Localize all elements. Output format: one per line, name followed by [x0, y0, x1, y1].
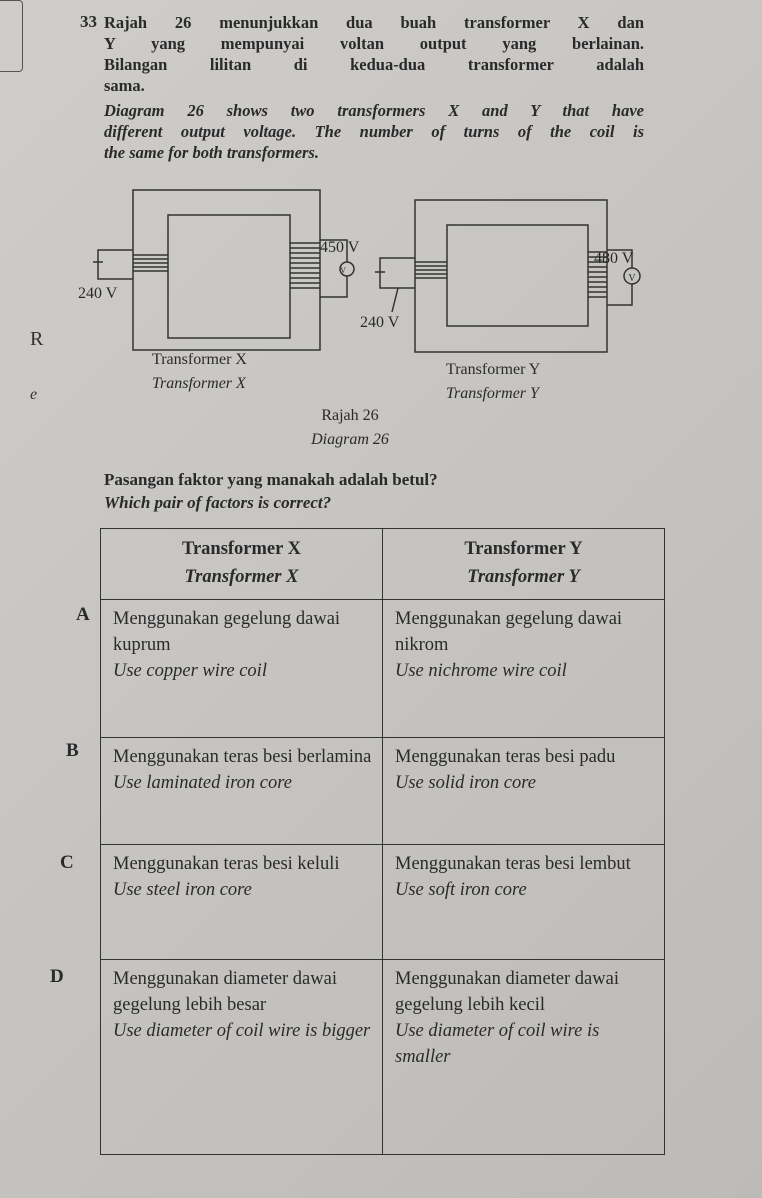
cell: [101, 738, 383, 845]
table-row[interactable]: [101, 845, 665, 960]
answer-table: [100, 528, 665, 1155]
cell-text: Menggunakan teras besi lembut: [395, 854, 631, 874]
cell-text: Menggunakan diameter dawai gegelung lebih kecil: [395, 969, 619, 1015]
cell-text: Menggunakan teras besi keluli: [113, 854, 340, 874]
cell: [101, 960, 383, 1155]
question-prompt: Pasangan faktor yang manakah adalah betul?: [104, 470, 438, 489]
cell: [383, 600, 665, 738]
cell: [101, 600, 383, 738]
text-line: the same for both transformers.: [104, 143, 319, 162]
header-transformer-y: [383, 529, 665, 600]
table-row[interactable]: [101, 960, 665, 1155]
cell: [383, 738, 665, 845]
cell-text: Menggunakan diameter dawai gegelung lebih besar: [113, 969, 337, 1015]
pointer-line: [392, 288, 398, 312]
transformer-y-core-outer: [415, 200, 607, 352]
cell-text-english: Use nichrome wire coil: [395, 661, 567, 681]
option-letter[interactable]: D: [50, 966, 64, 987]
option-letter[interactable]: A: [76, 604, 90, 625]
transformer-y-core-inner: [447, 225, 588, 326]
voltmeter-label: V: [340, 266, 346, 275]
x-output-voltage: 450 V: [320, 239, 360, 256]
transformer-x-core-inner: [168, 215, 290, 338]
header-text: Transformer X: [181, 539, 302, 559]
y-output-voltage: 480 V: [594, 250, 634, 267]
transformer-x-secondary-coil: [290, 243, 320, 288]
margin-mark: R: [30, 328, 44, 350]
table-header-row: [101, 529, 665, 600]
diagram-caption: Rajah 26: [321, 407, 379, 424]
text-line: sama.: [104, 76, 145, 95]
text-line: Diagram 26 shows two transformers X and Y that have: [104, 101, 644, 120]
question-number: 33: [80, 12, 97, 31]
header-text-english: Transformer Y: [467, 567, 580, 587]
cell-text-english: Use diameter of coil wire is smaller: [395, 1021, 600, 1067]
transformer-x-primary-coil: [133, 255, 168, 271]
transformer-y-label: Transformer Y: [446, 361, 541, 378]
text-line: Y yang mempunyai voltan output yang berlainan.: [104, 34, 644, 53]
option-letter[interactable]: C: [60, 852, 74, 873]
transformer-y-primary-coil: [415, 262, 447, 278]
x-input-voltage: 240 V: [78, 285, 118, 302]
cell: [383, 960, 665, 1155]
question-prompt-english: Which pair of factors is correct?: [104, 493, 332, 512]
cell: [383, 845, 665, 960]
text-line: different output voltage. The number of turns of the coil is: [104, 122, 644, 141]
option-letter[interactable]: B: [66, 740, 79, 761]
transformer-diagram: [0, 0, 762, 460]
cell-text: Menggunakan gegelung dawai kuprum: [113, 609, 341, 655]
cell-text-english: Use laminated iron core: [113, 773, 292, 793]
cell-text-english: Use steel iron core: [113, 880, 252, 900]
y-input-voltage: 240 V: [360, 314, 400, 331]
cell: [101, 845, 383, 960]
cell-text: Menggunakan teras besi berlamina: [113, 747, 372, 767]
text-line: Rajah 26 menunjukkan dua buah transformer X dan: [104, 13, 644, 32]
cell-text-english: Use soft iron core: [395, 880, 527, 900]
voltmeter-label: V: [628, 273, 636, 284]
table-row[interactable]: [101, 600, 665, 738]
margin-mark: e: [30, 386, 38, 403]
cell-text: Menggunakan teras besi padu: [395, 747, 616, 767]
cell-text-english: Use solid iron core: [395, 773, 536, 793]
transformer-y-primary-wire: [380, 258, 415, 288]
cell-text: Menggunakan gegelung dawai nikrom: [395, 609, 623, 655]
text-line: Bilangan lilitan di kedua-dua transformer adalah: [104, 55, 644, 74]
header-text: Transformer Y: [464, 539, 583, 559]
transformer-x-label: Transformer X: [152, 351, 247, 368]
transformer-x-core-outer: [133, 190, 320, 350]
transformer-x-primary-wire: [98, 250, 133, 279]
table-row[interactable]: [101, 738, 665, 845]
transformer-x-label-english: Transformer X: [152, 375, 246, 392]
diagram-caption-english: Diagram 26: [311, 431, 389, 448]
transformer-y-label-english: Transformer Y: [446, 385, 539, 402]
header-text-english: Transformer X: [184, 567, 299, 587]
cell-text-english: Use diameter of coil wire is bigger: [113, 1021, 371, 1041]
cell-text-english: Use copper wire coil: [113, 661, 267, 681]
header-transformer-x: [101, 529, 383, 600]
